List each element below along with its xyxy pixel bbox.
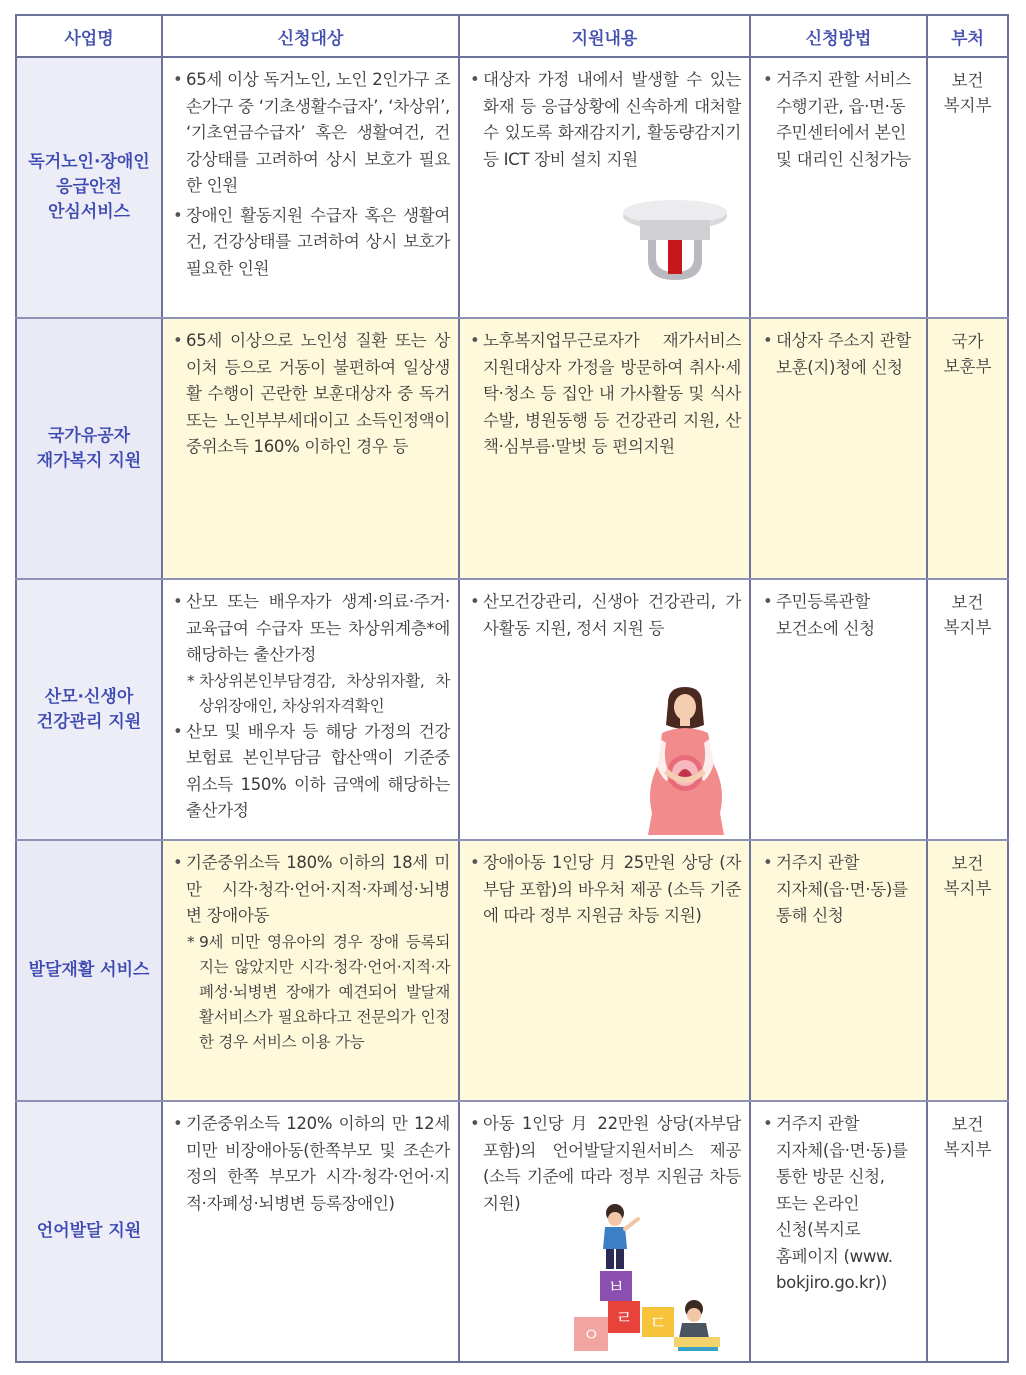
program-name-line: 안심서비스: [47, 202, 131, 222]
method-line: 또는 온라인: [776, 1193, 860, 1213]
method-line: 거주지 관할 서비스: [776, 70, 912, 89]
table-row: [16, 318, 1008, 579]
eligibility-item: • 65세 이상 독거노인, 노인 2인가구 조손가구 중 ‘기초생활수급자’, ‘차상위’, ‘기초연금수급자’ 혹은 생활여건, 건강상태를 고려하여 상시 보호가 필요한 인원: [173, 67, 450, 200]
fire-detector-illustration: [620, 198, 730, 298]
eligibility-item: • 산모 및 배우자 등 해당 가정의 건강보험료 본인부담금 합산액이 기준중위소득 150% 이하 금액에 해당하는 출산가정: [173, 719, 450, 825]
table-row: [16, 57, 1008, 318]
method-line: 지자체(읍·면·동)를: [776, 1140, 908, 1160]
support-content-item: • 산모건강관리, 신생아 건강관리, 가사활동 지원, 정서 지원 등: [470, 589, 741, 642]
eligibility-item: • 기준중위소득 120% 이하의 만 12세 미만 비장애아동(한쪽부모 및 조손가정의 한쪽 부모가 시각·청각·언어·지적·자폐성·뇌병변 등록장애인): [173, 1111, 450, 1217]
ministry-line: 복지부: [943, 879, 992, 898]
method-line: 홈페이지 (www.: [776, 1246, 893, 1266]
method-line: 수행기관, 읍·면·동: [776, 96, 906, 116]
eligibility-item: • 장애인 활동지원 수급자 혹은 생활여건, 건강상태를 고려하여 상시 보호가 필요한 인원: [173, 203, 450, 283]
table-row: [16, 579, 1008, 840]
header-eligibility: 신청대상: [162, 15, 459, 57]
application-method-item: [763, 850, 918, 930]
method-line: 거주지 관할: [776, 853, 860, 872]
method-line: 신청(복지로: [776, 1220, 861, 1239]
method-line: 보건소에 신청: [776, 618, 875, 638]
method-line: 거주지 관할: [776, 1114, 860, 1133]
method-line: 대상자 주소지 관할: [776, 331, 912, 350]
support-content-item: • 장애아동 1인당 月 25만원 상당 (자부담 포함)의 바우처 제공 (소득 기준에 따라 정부 지원금 차등 지원): [470, 850, 741, 930]
support-content-cell: [459, 840, 750, 1101]
program-name-line: 건강관리 지원: [36, 711, 142, 732]
eligibility-item: • 65세 이상으로 노인성 질환 또는 상이처 등으로 거동이 불편하여 일상생활 수행이 곤란한 보훈대상자 중 독거 또는 노인부부세대이고 소득인정액이 중위소득 160% 이하인 경우 등: [173, 328, 450, 461]
support-content-item: • 노후복지업무근로자가 재가서비스 지원대상자 가정을 방문하여 취사·세탁·청소 등 집안 내 가사활동 및 식사수발, 병원동행 등 건강관리 지원, 산책·심부름·말벗 등 편의지원: [470, 328, 741, 461]
ministry-line: 복지부: [943, 96, 992, 115]
ministry-line: 국가: [951, 332, 984, 351]
program-name-cell: [16, 1101, 162, 1362]
application-method-cell: [750, 579, 927, 840]
program-name-cell: [16, 579, 162, 840]
block-letter: ㅂ: [607, 1277, 625, 1298]
support-content-item: • 아동 1인당 月 22만원 상당(자부담 포함)의 언어발달지원서비스 제공 (소득 기준에 따라 정부 지원금 차등 지원): [470, 1111, 741, 1217]
program-name-line: 응급안전: [56, 177, 122, 197]
support-content-cell: [459, 1101, 750, 1362]
application-method-item: [763, 67, 918, 173]
method-line: bokjiro.go.kr)): [776, 1273, 888, 1292]
method-line: 통한 방문 신청,: [776, 1167, 885, 1186]
ministry-line: 보건: [951, 593, 984, 612]
support-content-cell: [459, 57, 750, 318]
ministry-cell: [927, 1101, 1008, 1362]
method-line: 및 대리인 신청가능: [776, 149, 912, 169]
ministry-cell: [927, 579, 1008, 840]
program-name-cell: [16, 840, 162, 1101]
block-letter: ㄹ: [615, 1308, 633, 1329]
support-content-item: • 대상자 가정 내에서 발생할 수 있는 화재 등 응급상황에 신속하게 대처할 수 있도록 화재감지기, 활동량감지기 등 ICT 장비 설치 지원: [470, 67, 741, 173]
eligibility-cell: [162, 318, 459, 579]
table-row: [16, 1101, 1008, 1362]
eligibility-note: * 9세 미만 영유아의 경우 장애 등록되지는 않았지만 시각·청각·언어·지적·자폐성·뇌병변 장애가 예견되어 발달재활서비스가 필요하다고 전문의가 인정한 경우 서비스 이용 가능: [173, 930, 450, 1055]
program-name-line: 언어발달 지원: [36, 1221, 142, 1241]
ministry-cell: [927, 57, 1008, 318]
header-program-name: 사업명: [16, 15, 162, 57]
ministry-line: 복지부: [943, 1140, 992, 1159]
program-name-line: 국가유공자: [47, 425, 131, 446]
header-application-method: 신청방법: [750, 15, 927, 57]
ministry-cell: [927, 840, 1008, 1101]
header-ministry: 부처: [927, 15, 1008, 57]
application-method-item: [763, 328, 918, 381]
language-blocks-illustration: [570, 1197, 735, 1357]
application-method-item: [763, 1111, 918, 1297]
eligibility-note: * 차상위본인부담경감, 차상위자활, 차상위장애인, 차상위자격확인: [173, 669, 450, 719]
block-letter: ㄷ: [649, 1313, 667, 1334]
application-method-cell: [750, 318, 927, 579]
ministry-line: 보건: [951, 71, 984, 90]
program-name-line: 발달재활 서비스: [28, 960, 150, 980]
ministry-line: 복지부: [943, 618, 992, 637]
program-name-cell: [16, 57, 162, 318]
pregnant-woman-illustration: [640, 685, 730, 837]
header-support-content: 지원내용: [459, 15, 750, 57]
block-letter: ㅇ: [582, 1325, 600, 1346]
application-method-cell: [750, 840, 927, 1101]
eligibility-item: • 기준중위소득 180% 이하의 18세 미만 시각·청각·언어·지적·자폐성·뇌병변 장애아동: [173, 850, 450, 930]
application-method-cell: [750, 1101, 927, 1362]
eligibility-cell: [162, 840, 459, 1101]
method-line: 보훈(지)청에 신청: [776, 357, 903, 377]
eligibility-cell: [162, 1101, 459, 1362]
eligibility-cell: [162, 579, 459, 840]
application-method-item: [763, 589, 918, 642]
program-name-line: 독거노인·장애인: [28, 152, 150, 172]
welfare-program-table: [15, 14, 1009, 1363]
support-content-cell: [459, 318, 750, 579]
eligibility-cell: [162, 57, 459, 318]
application-method-cell: [750, 57, 927, 318]
method-line: 통해 신청: [776, 906, 844, 925]
method-line: 주민등록관할: [776, 592, 870, 611]
ministry-line: 보건: [951, 854, 984, 873]
ministry-line: 보건: [951, 1115, 984, 1134]
table-header-row: [16, 15, 1008, 57]
program-name-cell: [16, 318, 162, 579]
ministry-line: 보훈부: [943, 357, 992, 376]
eligibility-item: • 산모 또는 배우자가 생계·의료·주거·교육급여 수급자 또는 차상위계층*에 해당하는 출산가정: [173, 589, 450, 669]
ministry-cell: [927, 318, 1008, 579]
program-name-line: 재가복지 지원: [36, 450, 142, 471]
method-line: 주민센터에서 본인: [776, 123, 907, 142]
table-row: [16, 840, 1008, 1101]
support-content-cell: [459, 579, 750, 840]
method-line: 지자체(읍·면·동)를: [776, 879, 908, 899]
program-name-line: 산모·신생아: [44, 686, 134, 707]
